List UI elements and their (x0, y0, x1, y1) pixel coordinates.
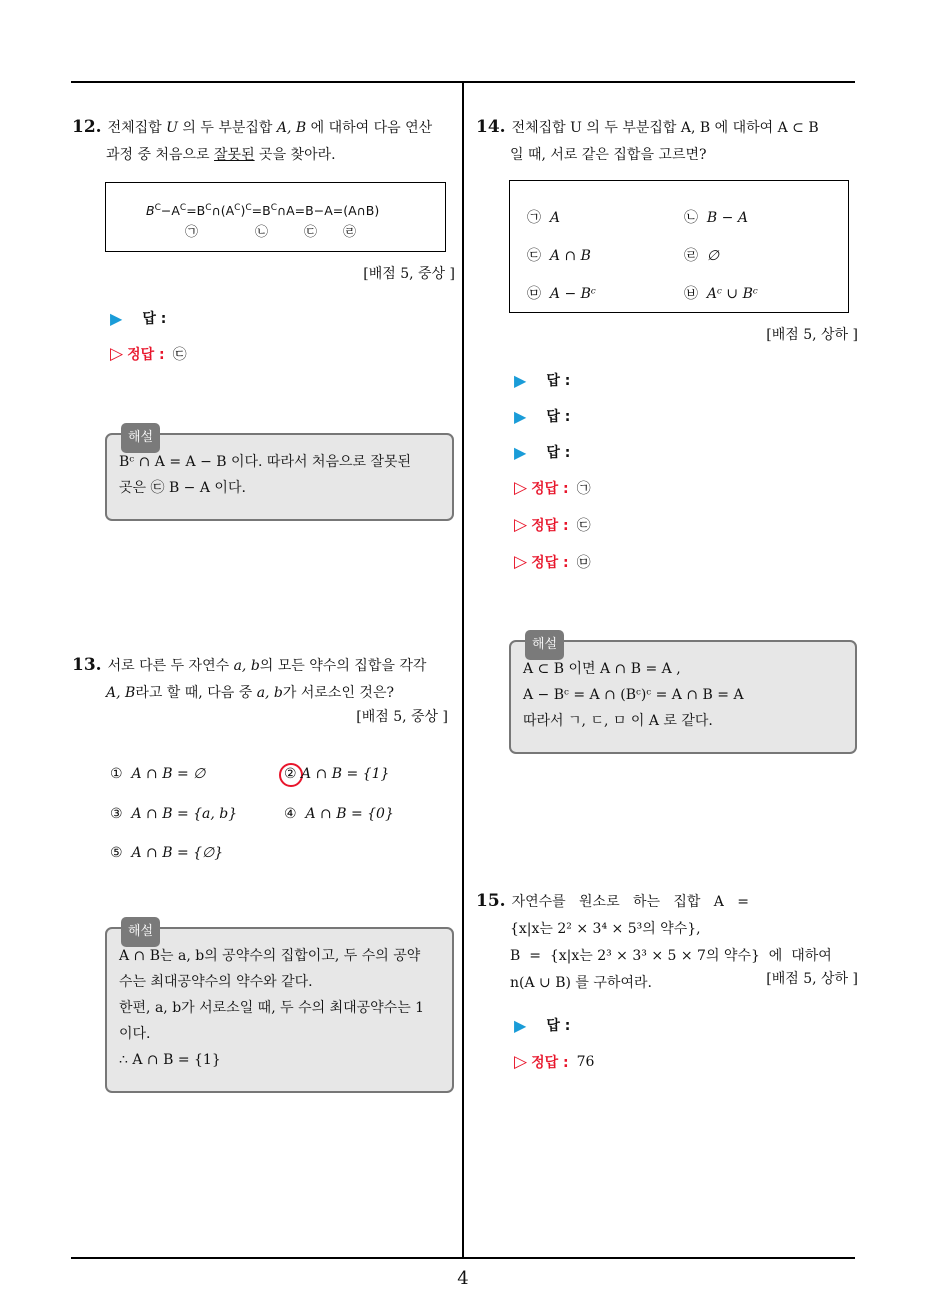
q15-answer-row (514, 1015, 570, 1035)
q12-mark-2: ㉡ (255, 225, 269, 240)
choice-mark: ② (284, 766, 297, 782)
q12-answer-row (110, 308, 166, 328)
q15-answer-label: 답 : (546, 1018, 571, 1034)
page-number: 4 (457, 1268, 469, 1289)
q14-correct-value: ㉤ (576, 555, 591, 571)
q14-correct-value: ㉢ (576, 518, 591, 534)
item-mark: ㉣ (684, 248, 698, 264)
q14-answer-label: 답 : (546, 409, 571, 425)
q12-solution-line: 곳은 ㉢ B − A 이다. (119, 480, 246, 496)
q14-solution-line: A ⊂ B 이면 A ∩ B = A , (523, 661, 681, 677)
q12-number: 12. (72, 117, 102, 137)
q12-mark-3: ㉢ (304, 225, 318, 240)
q14-item (684, 207, 748, 227)
item-text: Aᶜ ∪ Bᶜ (706, 286, 758, 302)
q13-solution-box (105, 924, 454, 1093)
q13-choice-2[interactable] (284, 766, 389, 782)
column-divider (462, 82, 464, 1259)
answer-arrow-icon: ▶ (514, 406, 527, 426)
q12-score: [배점 5, 중상 ] (363, 266, 455, 282)
correct-arrow-icon: ▷ (514, 515, 528, 535)
item-text: ∅ (706, 248, 720, 264)
choice-text: A ∩ B = {0} (305, 806, 394, 822)
q12-correct-row (110, 344, 187, 364)
q12-text: 과정 중 처음으로 (106, 147, 215, 163)
q14-solution-box (509, 637, 857, 754)
item-mark: ㉡ (684, 210, 698, 226)
q13-solution-line: 한편, a, b가 서로소일 때, 두 수의 최대공약수는 1 (119, 1000, 425, 1016)
correct-arrow-icon: ▷ (110, 344, 124, 364)
q14-stem (476, 114, 861, 169)
q12-mark-1: ㉠ (185, 225, 199, 240)
q12-text: 의 두 부분집합 (177, 120, 277, 136)
q15-number: 15. (476, 891, 506, 911)
q13-choice-5[interactable] (110, 845, 223, 861)
q13-number: 13. (72, 655, 102, 675)
item-text: B − A (706, 210, 748, 226)
q14-answer-label: 답 : (546, 373, 571, 389)
answer-arrow-icon: ▶ (514, 442, 527, 462)
q12-solution-box (105, 430, 454, 521)
q14-items-box (509, 180, 849, 313)
q13-choice-1[interactable] (110, 766, 205, 782)
q12-var-u: U (166, 120, 178, 136)
correct-arrow-icon: ▷ (514, 1052, 528, 1072)
q13-text: 가 서로소인 것은? (282, 685, 394, 701)
bottom-rule (71, 1257, 855, 1259)
q15-text: B = {x|x는 2³ × 3³ × 5 × 7의 약수} 에 대하여 (510, 948, 832, 964)
q14-correct-label: 정답 : (531, 518, 569, 534)
q12-solution-tag: 해설 (121, 423, 160, 453)
q14-number: 14. (476, 117, 506, 137)
correct-arrow-icon: ▷ (514, 552, 528, 572)
q13-solution-line: 수는 최대공약수의 약수와 같다. (119, 974, 313, 990)
q14-item (684, 283, 758, 303)
q12-mark-4: ㉣ (343, 225, 357, 240)
item-text: A − Bᶜ (549, 286, 596, 302)
q15-correct-value: 76 (576, 1054, 595, 1070)
item-mark: ㉢ (527, 248, 541, 264)
answer-arrow-icon: ▶ (110, 308, 123, 328)
q14-answer-label: 답 : (546, 445, 571, 461)
item-mark: ㉥ (684, 286, 698, 302)
q13-solution-tag: 해설 (121, 917, 160, 947)
q13-score: [배점 5, 중상 ] (356, 709, 448, 725)
q13-choice-3[interactable] (110, 806, 237, 822)
q14-solution-line: A − Bᶜ = A ∩ (Bᶜ)ᶜ = A ∩ B = A (523, 687, 744, 703)
correct-arrow-icon: ▷ (514, 478, 528, 498)
choice-mark: ⑤ (110, 845, 123, 861)
q13-text: 라고 할 때, 다음 중 (135, 685, 257, 701)
choice-text: A ∩ B = {1} (301, 766, 390, 782)
q12-var-ab: A, B (276, 120, 307, 136)
choice-text: A ∩ B = ∅ (131, 766, 206, 782)
q12-underlined-word: 잘못된 (214, 147, 255, 163)
q14-correct-row-3 (514, 552, 591, 572)
q12-correct-label: 정답 : (127, 347, 165, 363)
q12-expression: $B^C-A^C=B^C\cap(A^C)^C=B^C\cap A=B-A=(A\cap B)$ (146, 203, 380, 219)
q13-stem (72, 652, 457, 707)
q14-solution-tag: 해설 (525, 630, 564, 660)
q14-item (684, 245, 719, 265)
q12-expr-start: B (146, 203, 155, 219)
item-text: A (549, 210, 561, 226)
choice-mark: ④ (284, 806, 297, 822)
q12-answer-label: 답 : (142, 311, 167, 327)
q14-correct-value: ㉠ (576, 481, 591, 497)
q14-answer-row-1 (514, 370, 570, 390)
answer-arrow-icon: ▶ (514, 370, 527, 390)
q14-item (527, 207, 560, 227)
q14-text: 일 때, 서로 같은 집합을 고르면? (510, 147, 707, 163)
q14-item (527, 245, 591, 265)
q13-solution-line: 이다. (119, 1026, 151, 1042)
q15-correct-row (514, 1052, 594, 1072)
q12-text: 곳을 찾아라. (254, 147, 336, 163)
q13-var-ab: a, b (233, 658, 260, 674)
q12-stem (72, 114, 457, 169)
q13-text: 의 모든 약수의 집합을 각각 (259, 658, 427, 674)
q15-correct-label: 정답 : (531, 1055, 569, 1071)
q13-choice-4[interactable] (284, 806, 394, 822)
choice-text: A ∩ B = {∅} (131, 845, 224, 861)
q14-correct-row-2 (514, 515, 591, 535)
q12-text: 전체집합 (107, 120, 167, 136)
q13-var-ab: a, b (256, 685, 283, 701)
q13-solution-line: A ∩ B는 a, b의 공약수의 집합이고, 두 수의 공약 (119, 948, 421, 964)
q14-answer-row-3 (514, 442, 570, 462)
q12-correct-value: ㉢ (172, 347, 187, 363)
q12-text: 에 대하여 다음 연산 (306, 120, 433, 136)
q14-correct-label: 정답 : (531, 555, 569, 571)
item-text: A ∩ B (549, 248, 591, 264)
q13-text: 서로 다른 두 자연수 (107, 658, 234, 674)
q14-answer-row-2 (514, 406, 570, 426)
q14-score: [배점 5, 상하 ] (766, 327, 858, 343)
q15-text: {x|x는 2² × 3⁴ × 5³의 약수}, (510, 921, 701, 937)
q12-expression-box (105, 182, 446, 252)
q15-text: n(A ∪ B) 를 구하여라. (510, 975, 652, 991)
q15-text: 자연수를 원소로 하는 집합 A = (511, 894, 749, 910)
choice-text: A ∩ B = {a, b} (131, 806, 238, 822)
q12-solution-line: Bᶜ ∩ A = A − B 이다. 따라서 처음으로 잘못된 (119, 454, 412, 470)
q15-score: [배점 5, 상하 ] (766, 971, 858, 987)
choice-mark: ① (110, 766, 123, 782)
item-mark: ㉠ (527, 210, 541, 226)
item-mark: ㉤ (527, 286, 541, 302)
q13-solution-line: ∴ A ∩ B = {1} (119, 1052, 221, 1068)
q14-correct-label: 정답 : (531, 481, 569, 497)
q14-text: 전체집합 U 의 두 부분집합 A, B 에 대하여 A ⊂ B (511, 120, 819, 136)
choice-mark: ③ (110, 806, 123, 822)
answer-arrow-icon: ▶ (514, 1015, 527, 1035)
q14-correct-row-1 (514, 478, 591, 498)
q14-solution-line: 따라서 ㄱ, ㄷ, ㅁ 이 A 로 같다. (523, 713, 713, 729)
q14-item (527, 283, 596, 303)
q13-var-ab: A, B (106, 685, 136, 701)
